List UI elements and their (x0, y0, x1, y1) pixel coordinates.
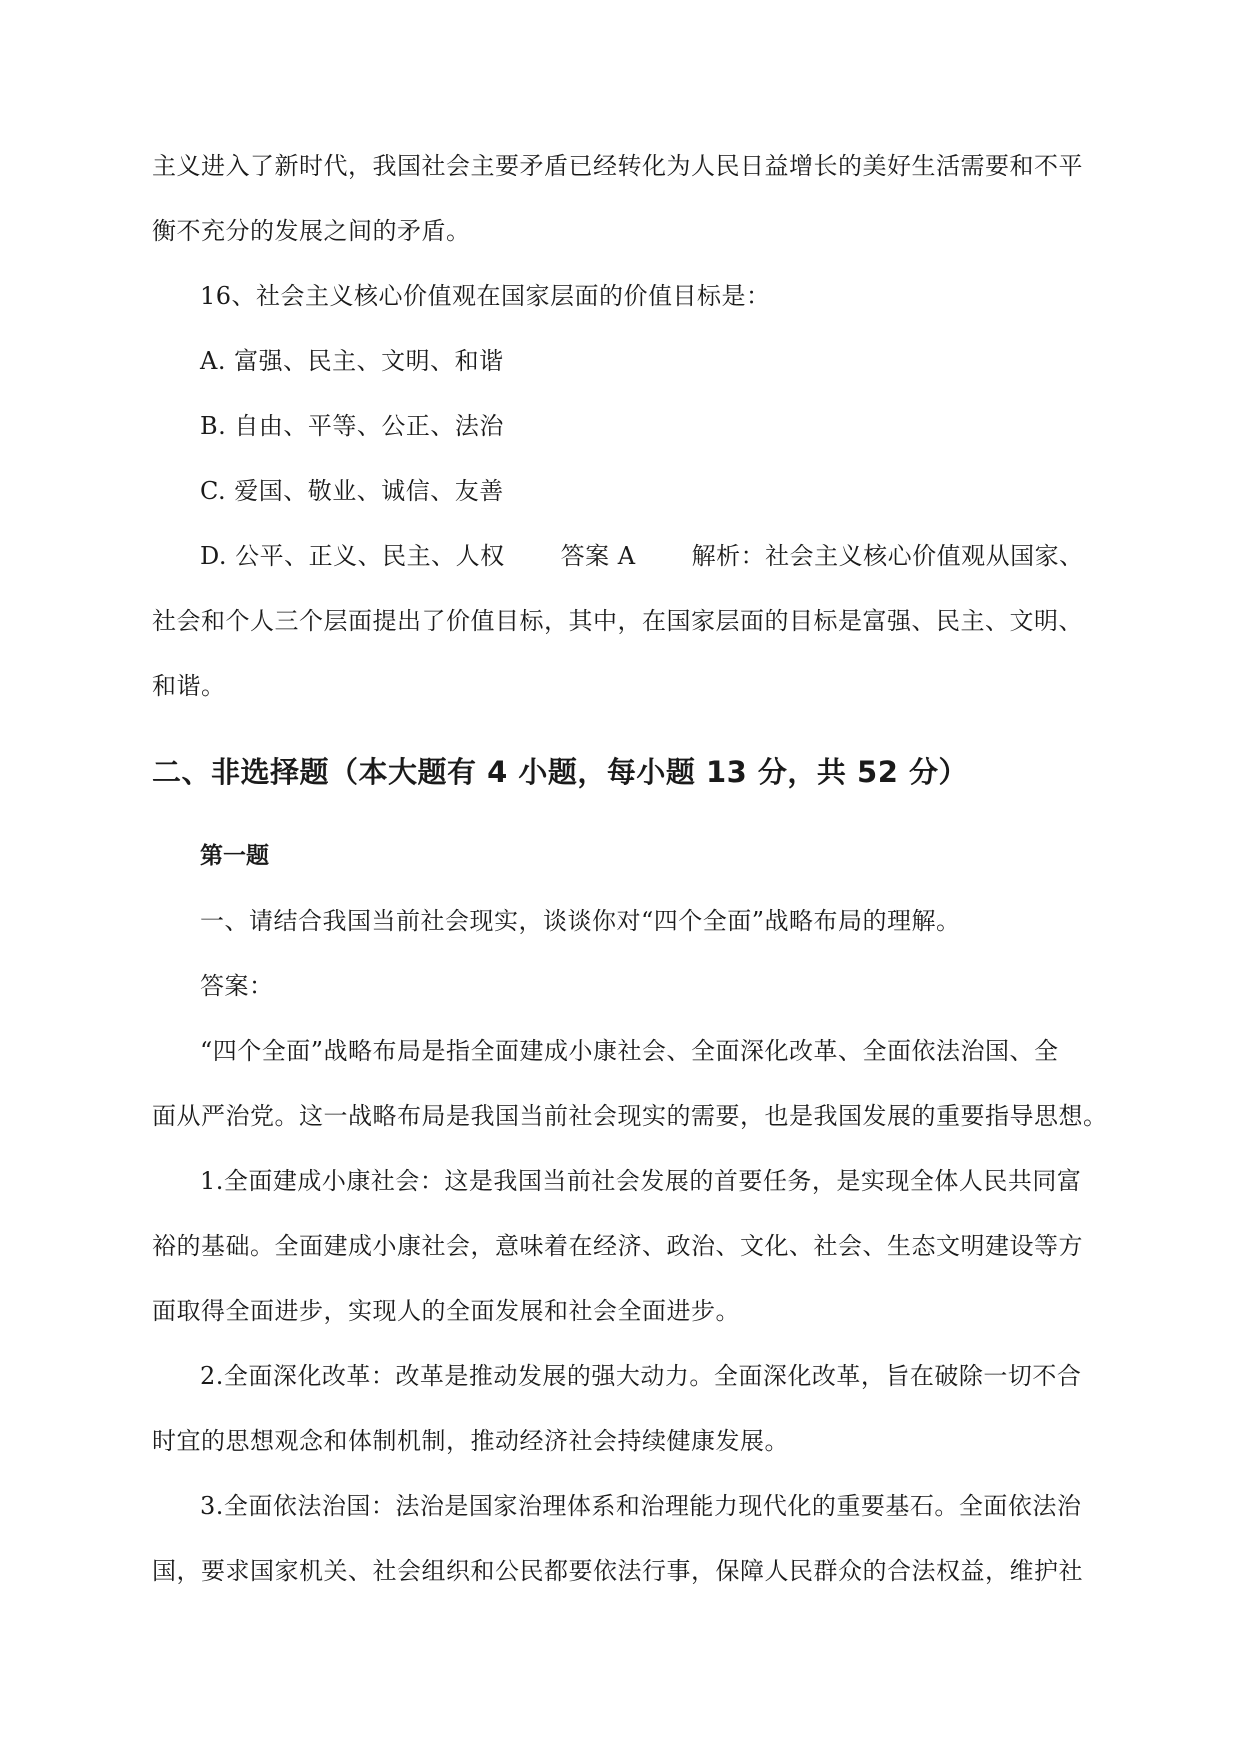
section-title: 二、非选择题（本大题有 4 小题，每小题 13 分，共 52 分） (152, 755, 968, 789)
list-item-3: 3.全面依法治国：法治是国家治理体系和治理能力现代化的重要基石。全面依法治 (200, 1492, 1082, 1520)
paragraph-line: 时宜的思想观念和体制机制，推动经济社会持续健康发展。 (152, 1427, 789, 1455)
list-item-2: 2.全面深化改革：改革是推动发展的强大动力。全面深化改革，旨在破除一切不合 (200, 1362, 1082, 1390)
paragraph-line: 国，要求国家机关、社会组织和公民都要依法行事，保障人民群众的合法权益，维护社 (152, 1557, 1083, 1585)
paragraph-line: 裕的基础。全面建成小康社会，意味着在经济、政治、文化、社会、生态文明建设等方 (152, 1232, 1083, 1260)
question-1-title: 第一题 (200, 843, 269, 869)
answer-text: 答案 A (560, 542, 636, 570)
paragraph-line: 面从严治党。这一战略布局是我国当前社会现实的需要，也是我国发展的重要指导思想。 (152, 1102, 1108, 1130)
option-b: B. 自由、平等、公正、法治 (200, 412, 504, 440)
analysis-text: 解析：社会主义核心价值观从国家、 (691, 542, 1084, 570)
option-c: C. 爱国、敬业、诚信、友善 (200, 477, 504, 505)
paragraph-line: 主义进入了新时代，我国社会主要矛盾已经转化为人民日益增长的美好生活需要和不平 (152, 152, 1083, 180)
paragraph-line: “四个全面”战略布局是指全面建成小康社会、全面深化改革、全面依法治国、全 (200, 1037, 1059, 1065)
question-16: 16、社会主义核心价值观在国家层面的价值目标是： (200, 282, 771, 310)
answer-label: 答案： (200, 972, 274, 1000)
paragraph-line: 面取得全面进步，实现人的全面发展和社会全面进步。 (152, 1297, 740, 1325)
option-d: D. 公平、正义、民主、人权 (200, 542, 505, 570)
option-a: A. 富强、民主、文明、和谐 (200, 347, 504, 375)
analysis-line: 社会和个人三个层面提出了价值目标，其中，在国家层面的目标是富强、民主、文明、 (152, 607, 1083, 635)
analysis-line: 和谐。 (152, 672, 226, 700)
question-1-prompt: 一、请结合我国当前社会现实，谈谈你对“四个全面”战略布局的理解。 (200, 907, 961, 935)
paragraph-line: 衡不充分的发展之间的矛盾。 (152, 217, 471, 245)
list-item-1: 1.全面建成小康社会：这是我国当前社会发展的首要任务，是实现全体人民共同富 (200, 1167, 1082, 1195)
option-d-row (200, 540, 1084, 572)
